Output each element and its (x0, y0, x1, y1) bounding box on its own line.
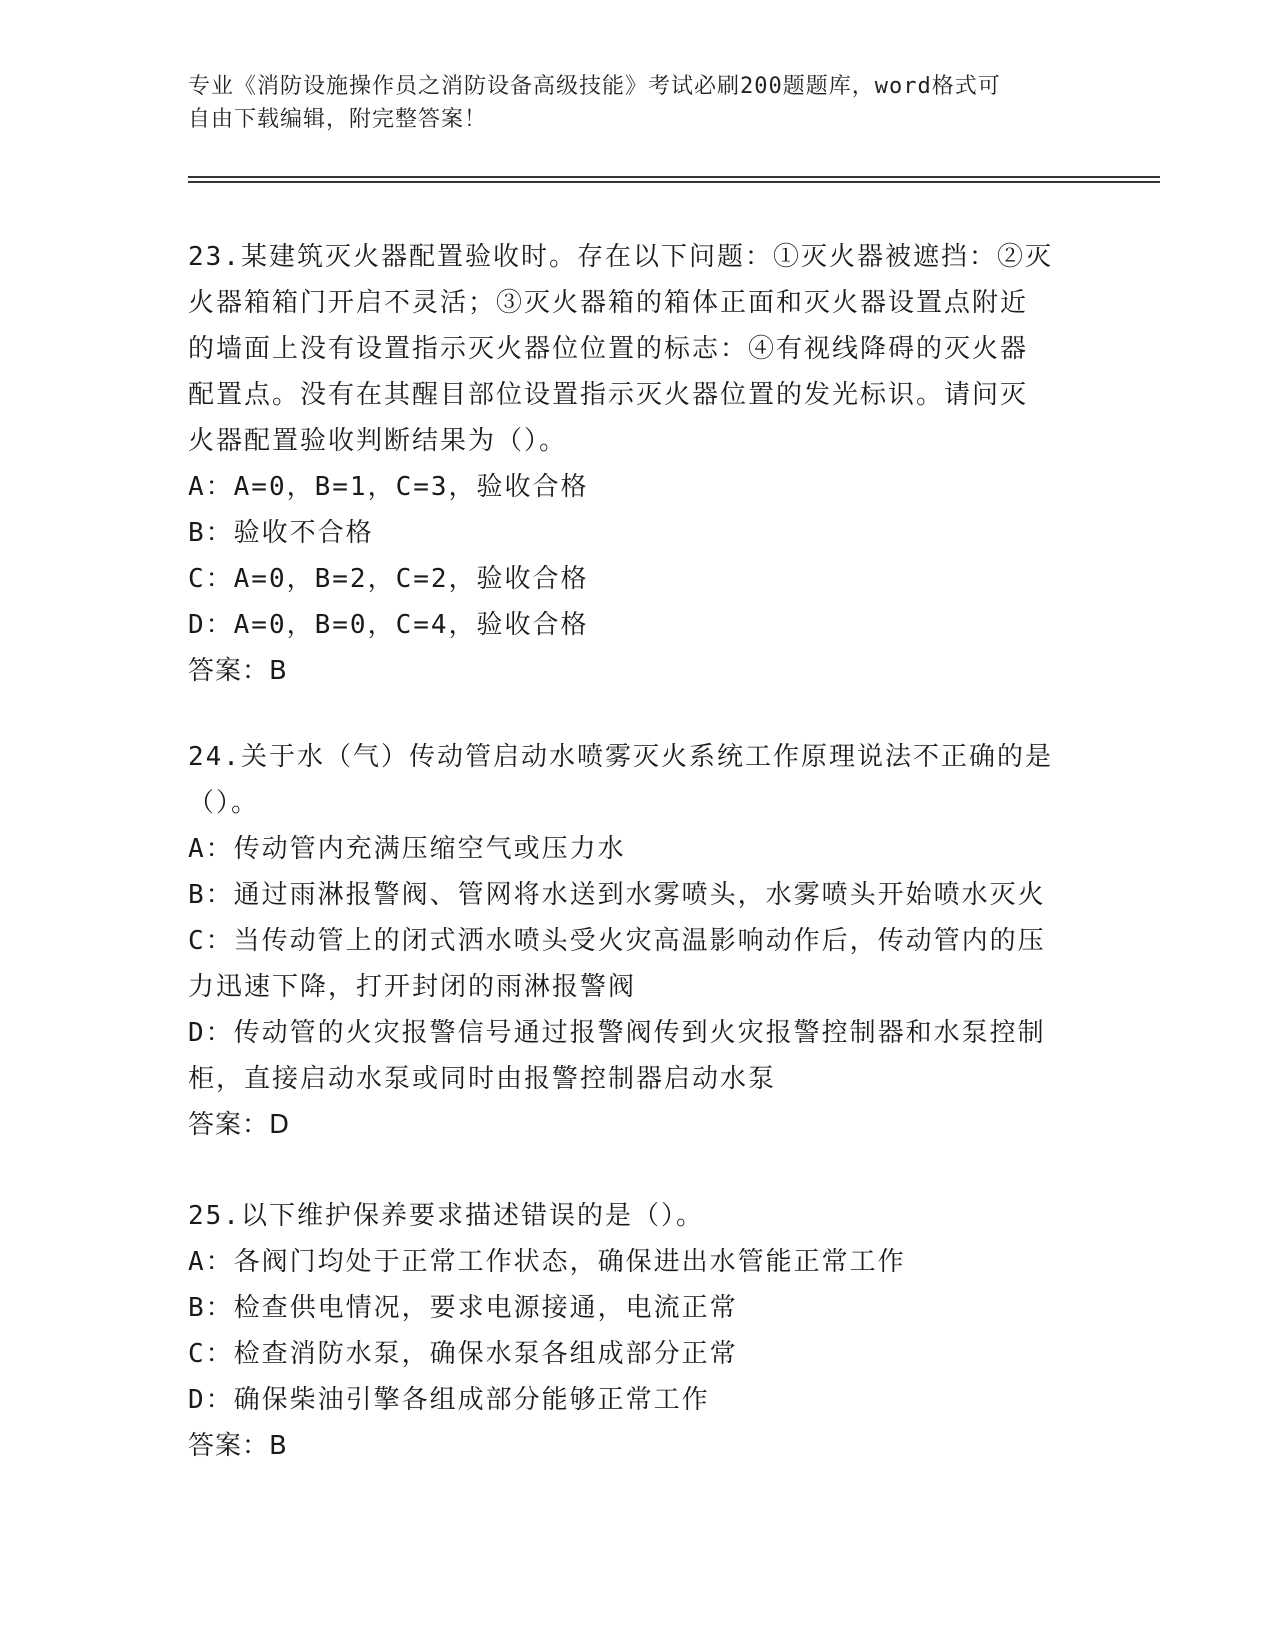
option-c: C：A=0，B=2，C=2，验收合格 (188, 564, 589, 594)
option-d: D：确保柴油引擎各组成部分能够正常工作 (188, 1385, 710, 1415)
question-23 (188, 234, 1088, 694)
question-stem-line: 23.某建筑灭火器配置验收时。存在以下问题：①灭火器被遮挡：②灭 (188, 242, 1053, 272)
option-b: B：通过雨淋报警阀、管网将水送到水雾喷头，水雾喷头开始喷水灭火 (188, 880, 1046, 910)
question-stem-line: 25.以下维护保养要求描述错误的是（）。 (188, 1201, 704, 1231)
question-24 (188, 734, 1088, 1148)
option-d: D：传动管的火灾报警信号通过报警阀传到火灾报警控制器和水泵控制 (188, 1018, 1046, 1048)
option-d-continued: 柜，直接启动水泵或同时由报警控制器启动水泵 (188, 1064, 777, 1094)
option-a: A：各阀门均处于正常工作状态，确保进出水管能正常工作 (188, 1247, 906, 1277)
question-25 (188, 1193, 1088, 1469)
question-stem-line: 火器配置验收判断结果为（）。 (188, 426, 568, 456)
answer: 答案：D (188, 1110, 291, 1140)
option-c: C：检查消防水泵，确保水泵各组成部分正常 (188, 1339, 738, 1369)
question-stem-line: 配置点。没有在其醒目部位设置指示灭火器位置的发光标识。请问灭 (188, 380, 1029, 410)
answer: 答案：B (188, 656, 288, 686)
option-c: C：当传动管上的闭式洒水喷头受火灾高温影响动作后，传动管内的压 (188, 926, 1046, 956)
question-stem-line: 的墙面上没有设置指示灭火器位位置的标志：④有视线降碍的灭火器 (188, 334, 1029, 364)
question-stem-line: 火器箱箱门开启不灵活；③灭火器箱的箱体正面和灭火器设置点附近 (188, 288, 1029, 318)
question-stem-line: （）。 (188, 788, 260, 818)
answer: 答案：B (188, 1431, 288, 1461)
option-a: A：传动管内充满压缩空气或压力水 (188, 834, 626, 864)
option-d: D：A=0，B=0，C=4，验收合格 (188, 610, 589, 640)
option-a: A：A=0，B=1，C=3，验收合格 (188, 472, 589, 502)
header-divider-bottom (188, 181, 1160, 183)
header-divider-top (188, 176, 1160, 178)
option-c-continued: 力迅速下降，打开封闭的雨淋报警阀 (188, 972, 637, 1002)
question-stem-line: 24.关于水（气）传动管启动水喷雾灭火系统工作原理说法不正确的是 (188, 742, 1053, 772)
page-header (188, 70, 1068, 136)
header-line-2: 自由下载编辑，附完整答案！ (188, 107, 488, 132)
option-b: B：检查供电情况，要求电源接通，电流正常 (188, 1293, 738, 1323)
header-line-1: 专业《消防设施操作员之消防设备高级技能》考试必刷200题题库，word格式可 (188, 74, 1001, 99)
option-b: B：验收不合格 (188, 518, 374, 548)
